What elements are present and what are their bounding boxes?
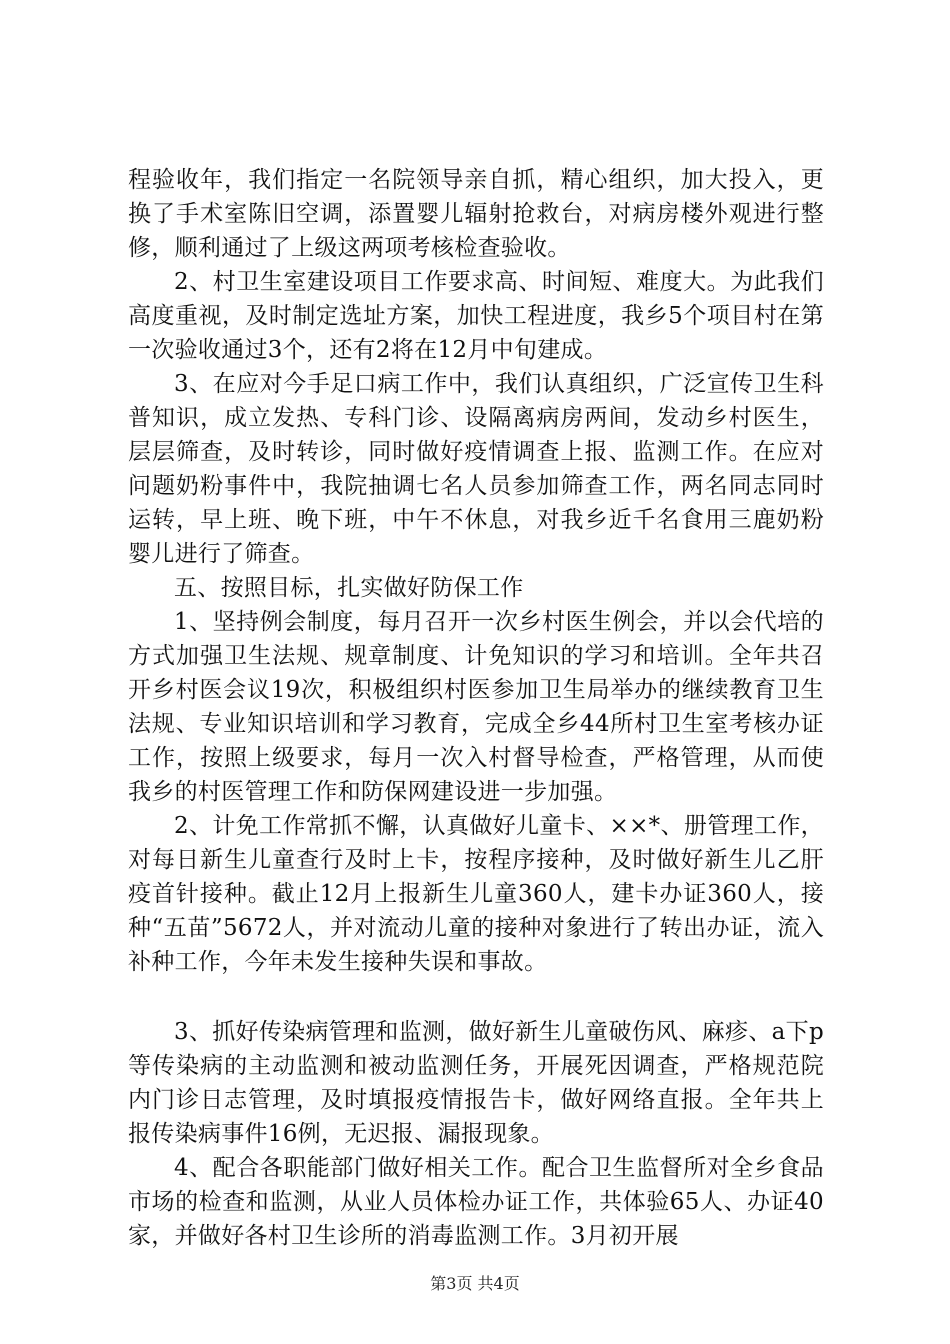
paragraph-regular-meetings: 1、坚持例会制度，每月召开一次乡村医生例会，并以会代培的方式加强卫生法规、规章制度、计免知识的学习和培训。全年共召开乡村医会议19次，积极组织村医参加卫生局举办的继续教育卫生法规、专业知识培训和学习教育，完成全乡44所村卫生室考核办证工作，按照上级要求，每月一次入村督导检查，严格管理，从而使我乡的村医管理工作和防保网建设进一步加强。 — [128, 609, 824, 805]
paragraph-continuation: 程验收年，我们指定一名院领导亲自抓，精心组织，加大投入，更换了手术室陈旧空调，添置婴儿辐射抢救台，对病房楼外观进行整修，顺利通过了上级这两项考核检查验收。 — [128, 167, 824, 261]
paragraph-hand-foot-mouth: 3、在应对今手足口病工作中，我们认真组织，广泛宣传卫生科普知识，成立发热、专科门诊、设隔离病房两间，发动乡村医生，层层筛查，及时转诊，同时做好疫情调查上报、监测工作。在应对问题奶粉事件中，我院抽调七名人员参加筛查工作，两名同志同时运转，早上班、晚下班，中午不休息，对我乡近千名食用三鹿奶粉婴儿进行了筛查。 — [128, 371, 824, 567]
paragraph-cooperation: 4、配合各职能部门做好相关工作。配合卫生监督所对全乡食品市场的检查和监测，从业人员体检办证工作，共体验65人、办证40家，并做好各村卫生诊所的消毒监测工作。3月初开展 — [128, 1155, 824, 1249]
page-footer: 第3页 共4页 — [430, 1274, 520, 1293]
section-heading-prevention: 五、按照目标，扎实做好防保工作 — [174, 575, 524, 601]
paragraph-village-clinic: 2、村卫生室建设项目工作要求高、时间短、难度大。为此我们高度重视，及时制定选址方案，加快工程进度，我乡5个项目村在第一次验收通过3个，还有2将在12月中旬建成。 — [128, 269, 824, 363]
paragraph-infectious-disease: 3、抓好传染病管理和监测，做好新生儿童破伤风、麻疹、a下p等传染病的主动监测和被动监测任务，开展死因调查，严格规范院内门诊日志管理，及时填报疫情报告卡，做好网络直报。全年共上报传染病事件16例，无迟报、漏报现象。 — [128, 1019, 824, 1147]
paragraph-immunization: 2、计免工作常抓不懈，认真做好儿童卡、××*、册管理工作，对每日新生儿童查行及时上卡，按程序接种，及时做好新生儿乙肝疫首针接种。截止12月上报新生儿童360人，建卡办证360人，接种“五苗”5672人，并对流动儿童的接种对象进行了转出办证，流入补种工作，今年未发生接种失误和事故。 — [128, 813, 824, 975]
document-body — [128, 163, 824, 1253]
